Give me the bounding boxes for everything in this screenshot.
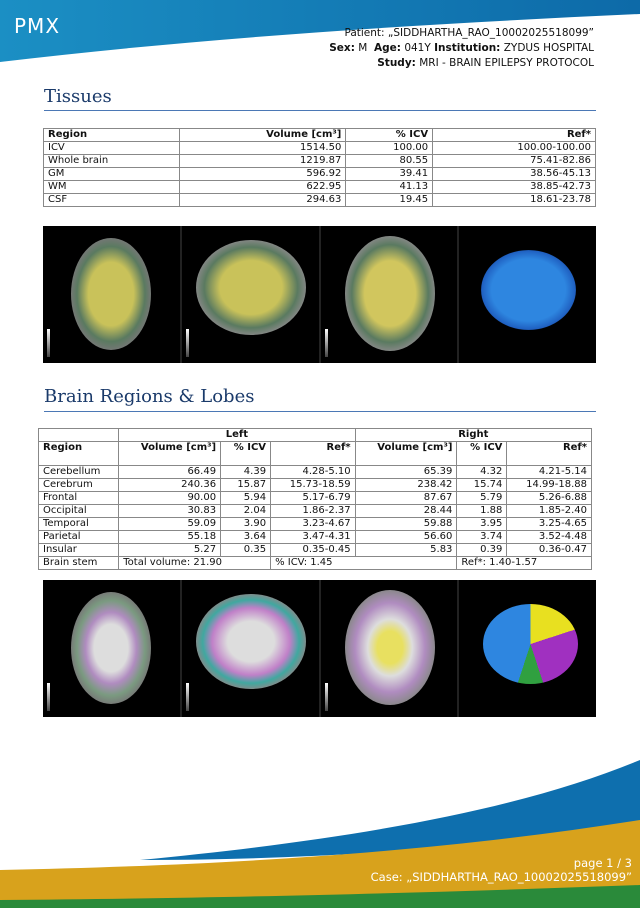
table-cell: % ICV xyxy=(457,442,507,466)
table-cell: 87.67 xyxy=(355,492,457,505)
table-cell: 5.27 xyxy=(119,544,221,557)
sex-label: Sex: xyxy=(329,42,355,54)
regions-table xyxy=(38,428,592,570)
study-value: MRI - BRAIN EPILEPSY PROTOCOL xyxy=(419,57,594,69)
table-row xyxy=(44,168,596,181)
table-header-row xyxy=(39,442,592,466)
table-cell: GM xyxy=(44,168,180,181)
table-cell: 240.36 xyxy=(119,479,221,492)
table-cell: 3.95 xyxy=(457,518,507,531)
table-cell: 30.83 xyxy=(119,505,221,518)
table-cell: Volume [cm³] xyxy=(119,442,221,466)
table-row xyxy=(39,518,592,531)
table-cell: Volume [cm³] xyxy=(180,129,346,142)
table-cell: 1514.50 xyxy=(180,142,346,155)
table-cell: 80.55 xyxy=(346,155,433,168)
table-cell: Occipital xyxy=(39,505,119,518)
institution-value: ZYDUS HOSPITAL xyxy=(503,42,594,54)
table-cell: 0.35 xyxy=(221,544,271,557)
table-cell: 4.39 xyxy=(221,466,271,479)
table-cell: Frontal xyxy=(39,492,119,505)
table-cell: 100.00 xyxy=(346,142,433,155)
table-cell: CSF xyxy=(44,194,180,207)
table-cell: 4.21-5.14 xyxy=(507,466,592,479)
axial-slice-image xyxy=(43,226,182,363)
table-row xyxy=(39,557,592,570)
table-cell: 65.39 xyxy=(355,466,457,479)
table-cell: 41.13 xyxy=(346,181,433,194)
table-row xyxy=(39,479,592,492)
table-cell: Ref* xyxy=(507,442,592,466)
table-cell: 38.85-42.73 xyxy=(433,181,596,194)
case-id: Case: „SIDDHARTHA_RAO_10002025518099” xyxy=(370,870,632,884)
table-cell: 0.39 xyxy=(457,544,507,557)
table-cell: Brain stem xyxy=(39,557,119,570)
table-row xyxy=(44,181,596,194)
table-cell: 19.45 xyxy=(346,194,433,207)
table-cell: Total volume: 21.90 xyxy=(119,557,271,570)
table-cell: 5.83 xyxy=(355,544,457,557)
table-cell: % ICV: 1.45 xyxy=(271,557,457,570)
table-cell: 5.79 xyxy=(457,492,507,505)
divider xyxy=(44,110,596,111)
table-cell: 39.41 xyxy=(346,168,433,181)
table-cell: 15.74 xyxy=(457,479,507,492)
table-row xyxy=(44,142,596,155)
patient-label: Patient: xyxy=(344,27,385,39)
table-cell: % ICV xyxy=(221,442,271,466)
table-cell: 0.35-0.45 xyxy=(271,544,356,557)
table-cell: 238.42 xyxy=(355,479,457,492)
table-cell: 1.86-2.37 xyxy=(271,505,356,518)
table-cell: 4.28-5.10 xyxy=(271,466,356,479)
table-cell: 5.94 xyxy=(221,492,271,505)
table-cell: 5.26-6.88 xyxy=(507,492,592,505)
table-row xyxy=(39,544,592,557)
table-cell: Cerebellum xyxy=(39,466,119,479)
table-cell: Ref* xyxy=(271,442,356,466)
table-cell: 294.63 xyxy=(180,194,346,207)
patient-info xyxy=(329,26,594,71)
table-group-row xyxy=(39,429,592,442)
tissues-heading: Tissues xyxy=(44,86,112,107)
table-cell: 38.56-45.13 xyxy=(433,168,596,181)
table-cell: 1.85-2.40 xyxy=(507,505,592,518)
patient-name: „SIDDHARTHA_RAO_10002025518099” xyxy=(387,27,594,39)
table-cell: 622.95 xyxy=(180,181,346,194)
table-cell: 56.60 xyxy=(355,531,457,544)
3d-brain-render xyxy=(459,226,596,363)
table-cell: 75.41-82.86 xyxy=(433,155,596,168)
table-cell: 3.64 xyxy=(221,531,271,544)
table-cell: 1219.87 xyxy=(180,155,346,168)
table-cell: 15.73-18.59 xyxy=(271,479,356,492)
table-cell: % ICV xyxy=(346,129,433,142)
table-cell: 28.44 xyxy=(355,505,457,518)
regions-heading: Brain Regions & Lobes xyxy=(44,386,255,407)
table-cell: 0.36-0.47 xyxy=(507,544,592,557)
table-row xyxy=(44,155,596,168)
table-cell: Ref* xyxy=(433,129,596,142)
table-cell: Insular xyxy=(39,544,119,557)
footer-text xyxy=(371,856,632,884)
table-cell: Cerebrum xyxy=(39,479,119,492)
table-cell: 55.18 xyxy=(119,531,221,544)
table-cell: 100.00-100.00 xyxy=(433,142,596,155)
table-cell: 5.17-6.79 xyxy=(271,492,356,505)
table-cell: Temporal xyxy=(39,518,119,531)
table-cell: 3.47-4.31 xyxy=(271,531,356,544)
table-cell: Region xyxy=(44,129,180,142)
3d-lobes-render xyxy=(459,580,596,717)
table-cell: 4.32 xyxy=(457,466,507,479)
table-cell: 3.74 xyxy=(457,531,507,544)
institution-label: Institution: xyxy=(434,42,501,54)
table-cell: 3.90 xyxy=(221,518,271,531)
table-cell: Ref*: 1.40-1.57 xyxy=(457,557,592,570)
coronal-slice-image xyxy=(321,226,460,363)
table-row xyxy=(39,466,592,479)
table-cell: ICV xyxy=(44,142,180,155)
table-cell: 3.52-4.48 xyxy=(507,531,592,544)
table-cell: Region xyxy=(39,442,119,466)
table-row xyxy=(39,531,592,544)
table-cell: Whole brain xyxy=(44,155,180,168)
table-row xyxy=(44,194,596,207)
axial-slice-image xyxy=(43,580,182,717)
table-cell: 3.23-4.67 xyxy=(271,518,356,531)
tissue-segmentation-images xyxy=(43,226,596,363)
table-cell: 596.92 xyxy=(180,168,346,181)
table-cell: Parietal xyxy=(39,531,119,544)
table-cell: 1.88 xyxy=(457,505,507,518)
table-cell: 2.04 xyxy=(221,505,271,518)
table-cell: 14.99-18.88 xyxy=(507,479,592,492)
pmx-logo: PMX xyxy=(14,14,61,38)
table-cell: 66.49 xyxy=(119,466,221,479)
table-cell: 3.25-4.65 xyxy=(507,518,592,531)
table-cell: 59.88 xyxy=(355,518,457,531)
table-row xyxy=(39,492,592,505)
table-cell: 18.61-23.78 xyxy=(433,194,596,207)
table-header-row xyxy=(44,129,596,142)
region-segmentation-images xyxy=(43,580,596,717)
table-cell: 59.09 xyxy=(119,518,221,531)
coronal-slice-image xyxy=(321,580,460,717)
sagittal-slice-image xyxy=(182,580,321,717)
table-cell: 15.87 xyxy=(221,479,271,492)
study-label: Study: xyxy=(377,57,416,69)
sex-value: M xyxy=(358,42,368,54)
sagittal-slice-image xyxy=(182,226,321,363)
table-cell: Left xyxy=(119,429,355,442)
age-label: Age: xyxy=(374,42,401,54)
divider xyxy=(44,411,596,412)
tissues-table xyxy=(43,128,596,207)
table-cell: WM xyxy=(44,181,180,194)
table-cell: Right xyxy=(355,429,591,442)
page-number: page 1 / 3 xyxy=(573,856,632,870)
table-cell: Volume [cm³] xyxy=(355,442,457,466)
footer-banner xyxy=(0,760,640,908)
age-value: 041Y xyxy=(404,42,431,54)
table-cell: 90.00 xyxy=(119,492,221,505)
table-row xyxy=(39,505,592,518)
